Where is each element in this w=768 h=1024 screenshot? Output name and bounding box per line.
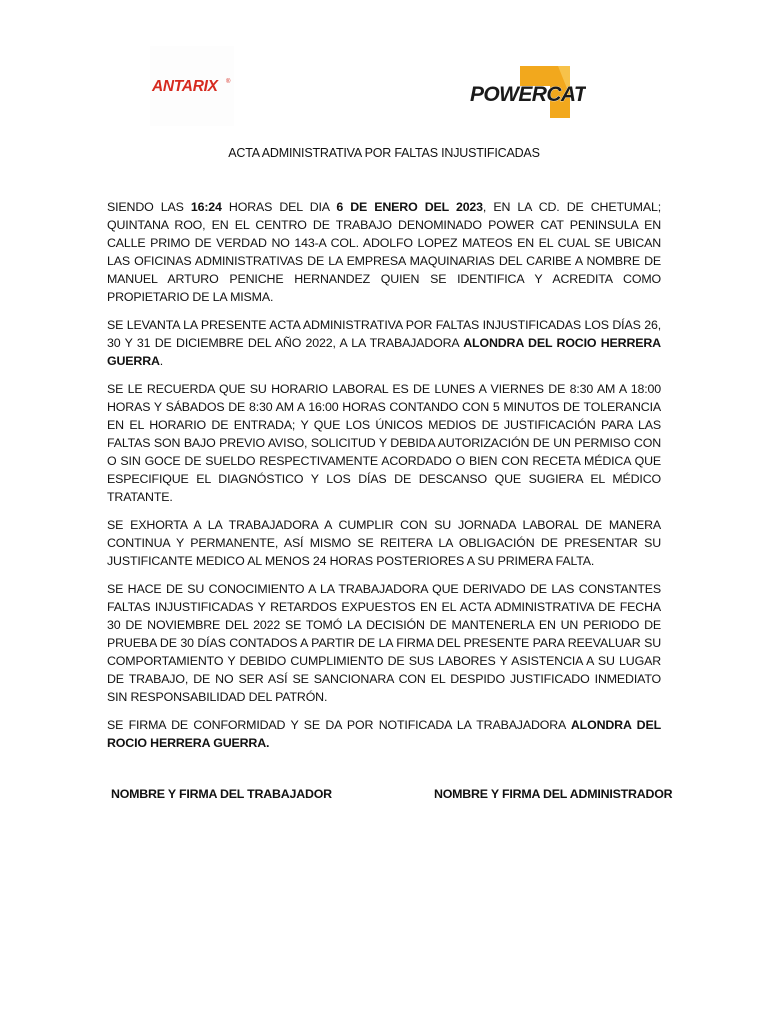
paragraph-1-text-a: SIENDO LAS <box>107 200 191 214</box>
admin-signature-label: NOMBRE Y FIRMA DEL ADMINISTRADOR <box>434 787 673 801</box>
paragraph-2-text-b: . <box>159 354 164 368</box>
svg-text:ANTARIX: ANTARIX <box>152 78 218 95</box>
paragraph-2 <box>107 316 661 370</box>
worker-name-final: ALONDRA DEL ROCIO HERRERA GUERRA. <box>107 718 661 750</box>
paragraph-6-text-a: SE FIRMA DE CONFORMIDAD Y SE DA POR NOTIFICADA LA TRABAJADORA <box>107 718 571 732</box>
document-body <box>107 198 661 762</box>
paragraph-1-text-b: HORAS DEL DIA <box>221 200 337 214</box>
paragraph-5: SE HACE DE SU CONOCIMIENTO A LA TRABAJADORA QUE DERIVADO DE LAS CONSTANTES FALTAS INJUSTIFICADAS Y RETARDOS EXPUESTOS EN EL ACTA ADMINISTRATIVA DE FECHA 30 DE NOVIEMBRE DEL 2022 SE TOMÓ LA DECISIÓN DE MANTENERLA EN UN PERIODO DE PRUEBA DE 30 DÍAS CONTADOS A PARTIR DE LA FIRMA DEL PRESENTE PARA REEVALUAR SU COMPORTAMIENTO Y DEBIDO CUMPLIMIENTO DE SUS LABORES Y ASISTENCIA A SU LUGAR DE TRABAJO, DE NO SER ASÍ SE SANCIONARA CON EL DESPIDO JUSTIFICADO INMEDIATO SIN RESPONSABILIDAD DEL PATRÓN. <box>107 582 661 704</box>
powercat-logo-mark <box>458 56 586 128</box>
paragraph-2-text-a: SE LEVANTA LA PRESENTE ACTA ADMINISTRATIVA POR FALTAS INJUSTIFICADAS LOS DÍAS 26, 30 Y 31 DE DICIEMBRE DEL AÑO 2022, A LA TRABAJADORA <box>107 318 661 350</box>
document-title: ACTA ADMINISTRATIVA POR FALTAS INJUSTIFICADAS <box>228 146 540 160</box>
paragraph-1 <box>107 198 661 306</box>
time-value: 16:24 <box>190 200 222 214</box>
paragraph-6 <box>107 716 661 752</box>
paragraph-3: SE LE RECUERDA QUE SU HORARIO LABORAL ES DE LUNES A VIERNES DE 8:30 AM A 18:00 HORAS Y SÁBADOS DE 8:30 AM A 16:00 HORAS CONTANDO CON 5 MINUTOS DE TOLERANCIA EN EL HORARIO DE ENTRADA; Y QUE LOS ÚNICOS MEDIOS DE JUSTIFICACIÓN PARA LAS FALTAS SON BAJO PREVIO AVISO, SOLICITUD Y DEBIDA AUTORIZACIÓN DE UN PERMISO CON O SIN GOCE DE SUELDO RESPECTIVAMENTE ACORDADO O BIEN CON RECETA MÉDICA QUE ESPECIFIQUE EL DIAGNÓSTICO Y LOS DÍAS DE DESCANSO QUE SUGIERA EL MÉDICO TRATANTE. <box>107 382 661 504</box>
paragraph-1-text-c: , EN LA CD. DE CHETUMAL; QUINTANA ROO, EN EL CENTRO DE TRABAJO DENOMINADO POWER CAT PENINSULA EN CALLE PRIMO DE VERDAD NO 143-A COL. ADOLFO LOPEZ MATEOS EN EL CUAL SE UBICAN LAS OFICINAS ADMINISTRATIVAS DE LA EMPRESA MAQUINARIAS DEL CARIBE A NOMBRE DE MANUEL ARTURO PENICHE HERNANDEZ QUIEN SE IDENTIFICA Y ACREDITA COMO PROPIETARIO DE LA MISMA. <box>107 200 661 304</box>
svg-text:POWERCAT: POWERCAT <box>470 83 586 106</box>
powercat-logo <box>458 56 586 128</box>
paragraph-4: SE EXHORTA A LA TRABAJADORA A CUMPLIR CON SU JORNADA LABORAL DE MANERA CONTINUA Y PERMANENTE, ASÍ MISMO SE REITERA LA OBLIGACIÓN DE PRESENTAR SU JUSTIFICANTE MEDICO AL MENOS 24 HORAS POSTERIORES A SU PRIMERA FALTA. <box>107 518 661 568</box>
antarix-logo <box>150 46 234 126</box>
worker-signature-label: NOMBRE Y FIRMA DEL TRABAJADOR <box>111 787 332 801</box>
worker-name: ALONDRA DEL ROCIO HERRERA GUERRA <box>107 336 661 368</box>
svg-text:®: ® <box>226 79 231 85</box>
antarix-logo-mark <box>150 74 234 98</box>
date-value: 6 DE ENERO DEL 2023 <box>336 200 483 214</box>
